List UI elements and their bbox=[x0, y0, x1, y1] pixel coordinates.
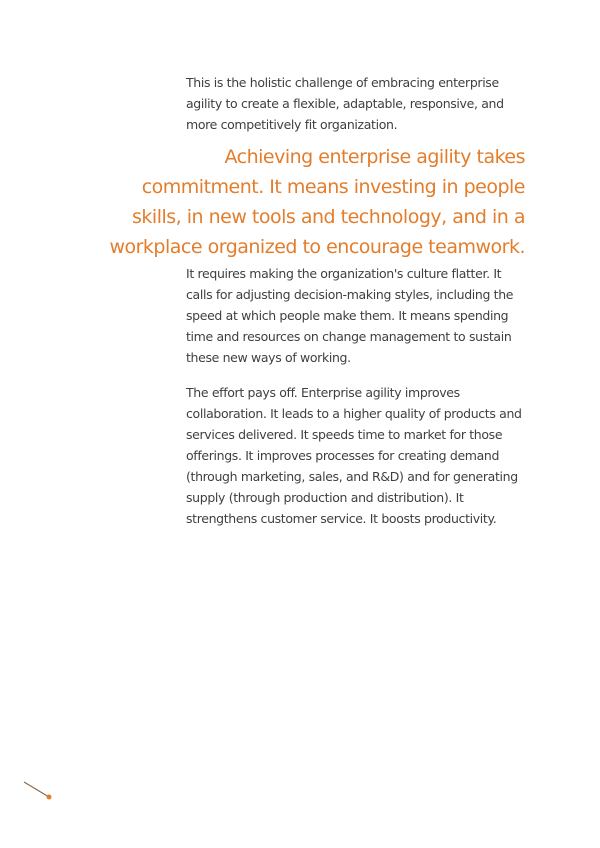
body-paragraph-culture: It requires making the organization's culture flatter. It calls for adjusting decision-making styles, including the speed at which people make them. It means spending time and resources on change management to sustain these new ways of working. bbox=[186, 266, 514, 365]
body-paragraph-benefits: The effort pays off. Enterprise agility improves collaboration. It leads to a higher quality of products and services delivered. It speeds time to market for those offerings. It improves processes for creating demand (through marketing, sales, and R&D) and for generating supply (through production and distribution). It strengthens customer service. It boosts productivity. bbox=[186, 385, 522, 526]
intro-paragraph: This is the holistic challenge of embracing enterprise agility to create a flexible, adaptable, responsive, and more competitively fit organization. bbox=[186, 75, 504, 132]
corner-line-dot-icon bbox=[22, 776, 62, 806]
pull-quote: Achieving enterprise agility takes commitment. It means investing in people skills, in new tools and technology, and in a workplace organized to encourage teamwork. bbox=[109, 146, 525, 258]
